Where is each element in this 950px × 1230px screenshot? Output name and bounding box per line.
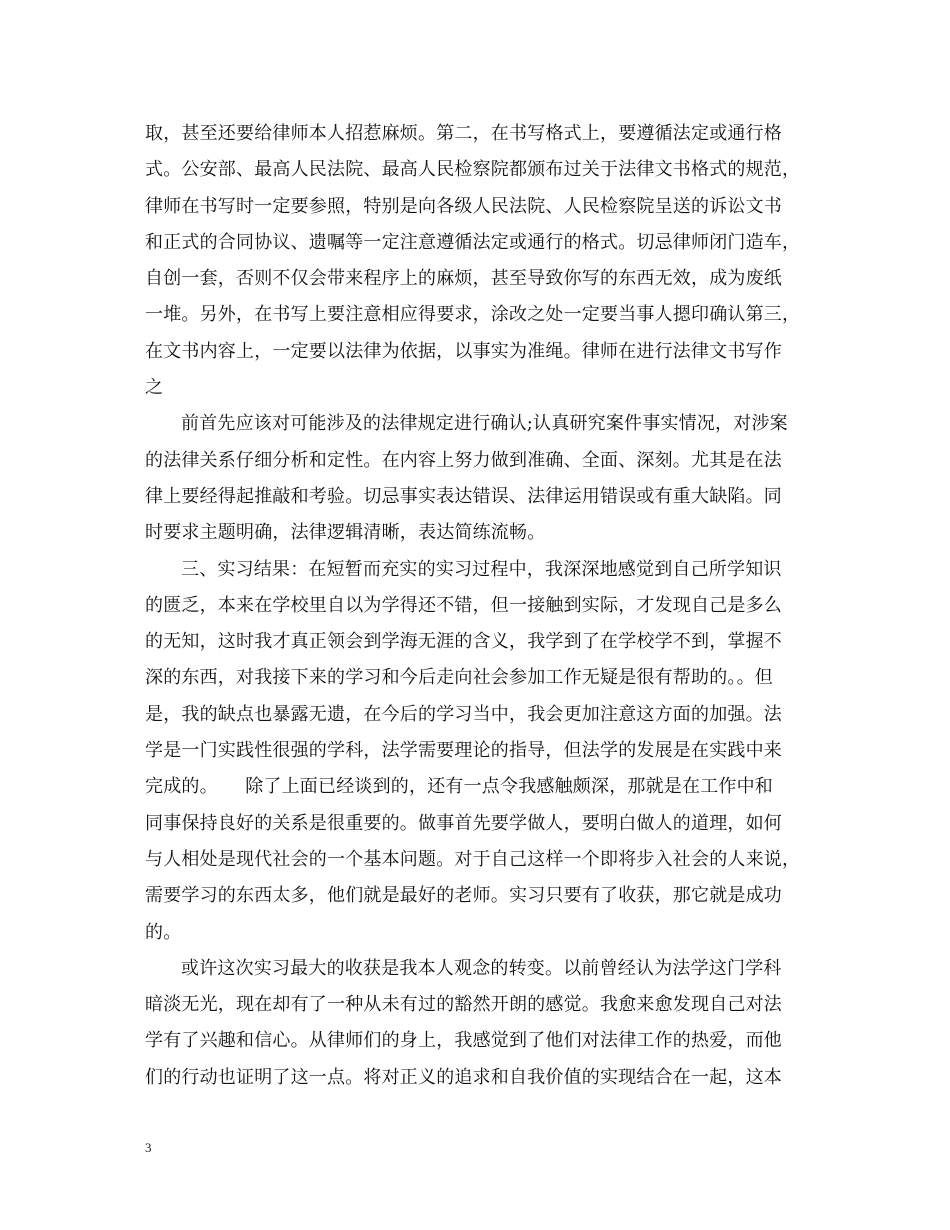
page-number: 3: [145, 1140, 152, 1155]
text-line: 学有了兴趣和信心。从律师们的身上，我感觉到了他们对法律工作的热爱，而他: [145, 1030, 782, 1052]
text-line: 完成的。 除了上面已经谈到的，还有一点令我感触颇深，那就是在工作中和: [145, 776, 773, 798]
text-line: 在文书内容上，一定要以法律为依据，以事实为准绳。律师在进行法律文书写作: [145, 340, 782, 362]
paragraph-4: [145, 951, 810, 1096]
text-line: 的匮乏，本来在学校里自以为学得还不错，但一接触到实际，才发现自己是多么: [145, 594, 782, 616]
text-line: 式。公安部、最高人民法院、最高人民检察院都颁布过关于法律文书格式的规范，: [145, 159, 801, 181]
text-line: 暗淡无光，现在却有了一种从未有过的豁然开朗的感觉。我愈来愈发现自己对法: [145, 994, 782, 1016]
text-line: 律师在书写时一定要参照，特别是向各级人民法院、人民检察院呈送的诉讼文书: [145, 195, 782, 217]
paragraph-2: [145, 406, 810, 551]
text-line: 学是一门实践性很强的学科，法学需要理论的指导，但法学的发展是在实践中来: [145, 740, 782, 762]
paragraph-1: [145, 116, 810, 406]
paragraph-3: [145, 552, 810, 951]
text-line: 三、实习结果：在短暂而充实的实习过程中，我深深地感觉到自己所学知识: [181, 558, 782, 580]
text-line: 取，甚至还要给律师本人招惹麻烦。第二，在书写格式上，要遵循法定或通行格: [145, 123, 782, 144]
text-line: 与人相处是现代社会的一个基本问题。对于自己这样一个即将步入社会的人来说，: [145, 848, 801, 870]
text-line: 需要学习的东西太多，他们就是最好的老师。实习只要有了收获，那它就是成功: [145, 885, 782, 907]
text-line: 或许这次实习最大的收获是我本人观念的转变。以前曾经认为法学这门学科: [181, 957, 782, 979]
text-line: 自创一套，否则不仅会带来程序上的麻烦，甚至导致你写的东西无效，成为废纸: [145, 268, 782, 290]
text-line: 之: [145, 377, 164, 399]
text-line: 的法律关系仔细分析和定性。在内容上努力做到准确、全面、深刻。尤其是在法: [145, 449, 782, 471]
text-line: 时要求主题明确，法律逻辑清晰，表达简练流畅。: [145, 522, 546, 544]
text-line: 同事保持良好的关系是很重要的。做事首先要学做人，要明白做人的道理，如何: [145, 812, 782, 834]
document-body: [145, 116, 810, 1096]
text-line: 律上要经得起推敲和考验。切忌事实表达错误、法律运用错误或有重大缺陷。同: [145, 485, 782, 507]
text-line: 们的行动也证明了这一点。将对正义的追求和自我价值的实现结合在一起，这本: [145, 1066, 782, 1088]
text-line: 的。: [145, 921, 182, 943]
text-line: 的无知，这时我才真正领会到学海无涯的含义，我学到了在学校学不到，掌握不: [145, 631, 782, 653]
text-line: 是，我的缺点也暴露无遗，在今后的学习当中，我会更加注意这方面的加强。法: [145, 703, 782, 725]
text-line: 和正式的合同协议、遗嘱等一定注意遵循法定或通行的格式。切忌律师闭门造车，: [145, 231, 801, 253]
text-line: 前首先应该对可能涉及的法律规定进行确认;认真研究案件事实情况，对涉案: [181, 413, 788, 435]
text-line: 一堆。另外，在书写上要注意相应得要求，涂改之处一定要当事人摁印确认第三，: [145, 304, 801, 326]
text-line: 深的东西，对我接下来的学习和今后走向社会参加工作无疑是很有帮助的。。但: [145, 667, 773, 689]
